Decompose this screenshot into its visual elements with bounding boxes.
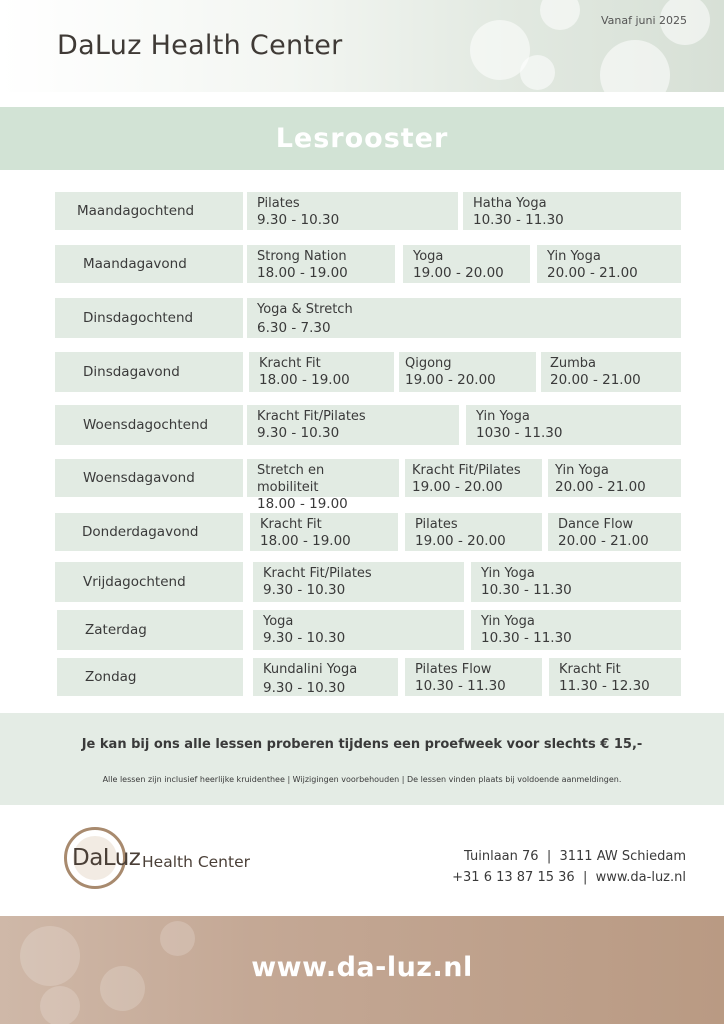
class-time: 1030 - 11.30 bbox=[476, 425, 563, 441]
class-name: Yoga bbox=[263, 614, 294, 629]
class-cell bbox=[247, 405, 459, 445]
class-time: 9.30 - 10.30 bbox=[263, 680, 346, 696]
section-banner bbox=[0, 107, 724, 170]
class-time: 9.30 - 10.30 bbox=[263, 582, 346, 598]
class-time: 19.00 - 20.00 bbox=[413, 265, 504, 281]
class-time: 20.00 - 21.00 bbox=[547, 265, 638, 281]
class-time: 18.00 - 19.00 bbox=[260, 533, 351, 549]
class-name: Dance Flow bbox=[558, 517, 634, 532]
promo-section bbox=[0, 713, 724, 805]
logo-subtitle: Health Center bbox=[142, 853, 250, 871]
class-cell bbox=[549, 658, 681, 696]
class-time: 10.30 - 11.30 bbox=[481, 630, 572, 646]
class-cell bbox=[548, 513, 681, 551]
class-cell bbox=[405, 658, 542, 696]
day-label: Woensdagavond bbox=[55, 459, 243, 497]
class-cell bbox=[253, 658, 398, 696]
footer-website-link[interactable]: www.da-luz.nl bbox=[251, 952, 473, 983]
class-time: 6.30 - 7.30 bbox=[257, 320, 331, 336]
class-name: Kundalini Yoga bbox=[263, 662, 358, 677]
class-cell bbox=[247, 245, 395, 283]
address: Tuinlaan 76 | 3111 AW Schiedam bbox=[464, 849, 686, 864]
class-cell bbox=[403, 245, 530, 283]
day-label: Donderdagavond bbox=[55, 513, 243, 551]
class-time: 10.30 - 11.30 bbox=[481, 582, 572, 598]
promo-text: Je kan bij ons alle lessen proberen tijdens een proefweek voor slechts € 15,- bbox=[81, 737, 643, 752]
class-name: Stretch en mobiliteit bbox=[257, 463, 325, 495]
class-cell bbox=[399, 352, 536, 392]
class-time: 18.00 - 19.00 bbox=[259, 372, 350, 388]
class-time: 20.00 - 21.00 bbox=[558, 533, 649, 549]
class-cell bbox=[537, 245, 681, 283]
class-name: Yin Yoga bbox=[547, 249, 601, 264]
class-cell bbox=[249, 352, 394, 392]
class-time: 19.00 - 20.00 bbox=[412, 479, 503, 495]
day-label: Dinsdagochtend bbox=[55, 298, 243, 338]
class-cell bbox=[541, 352, 681, 392]
class-name: Kracht Fit/Pilates bbox=[263, 566, 372, 581]
day-label: Dinsdagavond bbox=[55, 352, 243, 392]
class-name: Pilates bbox=[415, 517, 458, 532]
header bbox=[0, 0, 724, 92]
class-name: Yoga & Stretch bbox=[257, 302, 353, 317]
class-cell bbox=[405, 513, 542, 551]
class-cell bbox=[250, 513, 398, 551]
class-cell bbox=[405, 459, 542, 497]
footer bbox=[0, 916, 724, 1024]
contact-info bbox=[452, 846, 686, 888]
class-name: Yin Yoga bbox=[481, 614, 535, 629]
class-cell bbox=[247, 192, 458, 230]
day-label: Woensdagochtend bbox=[55, 405, 243, 445]
class-name: Yoga bbox=[413, 249, 444, 264]
class-cell bbox=[253, 610, 464, 650]
day-label: Vrijdagochtend bbox=[55, 562, 243, 602]
class-time: 9.30 - 10.30 bbox=[257, 212, 340, 228]
promo-disclaimer: Alle lessen zijn inclusief heerlijke kruidenthee | Wijzigingen voorbehouden | De lessen vinden plaats bij voldoende aanmeldingen. bbox=[102, 775, 622, 784]
day-label: Zondag bbox=[57, 658, 243, 696]
class-name: Hatha Yoga bbox=[473, 196, 547, 211]
class-time: 9.30 - 10.30 bbox=[263, 630, 346, 646]
class-name: Pilates Flow bbox=[415, 662, 492, 677]
day-label: Maandagavond bbox=[55, 245, 243, 283]
class-cell bbox=[471, 562, 681, 602]
class-cell bbox=[466, 405, 681, 445]
class-name: Yin Yoga bbox=[555, 463, 609, 478]
class-cell bbox=[253, 562, 464, 602]
class-cell bbox=[463, 192, 681, 230]
class-time: 10.30 - 11.30 bbox=[473, 212, 564, 228]
day-label: Maandagochtend bbox=[55, 192, 243, 230]
class-cell bbox=[247, 459, 399, 512]
class-cell bbox=[471, 610, 681, 650]
class-name: Strong Nation bbox=[257, 249, 347, 264]
class-time: 19.00 - 20.00 bbox=[415, 533, 506, 549]
class-time: 11.30 - 12.30 bbox=[559, 678, 650, 694]
class-name: Kracht Fit bbox=[260, 517, 322, 532]
banner-title: Lesrooster bbox=[275, 123, 449, 154]
class-name: Yin Yoga bbox=[481, 566, 535, 581]
class-time: 10.30 - 11.30 bbox=[415, 678, 506, 694]
class-name: Pilates bbox=[257, 196, 300, 211]
class-name: Kracht Fit bbox=[559, 662, 621, 677]
class-name: Kracht Fit bbox=[259, 356, 321, 371]
class-cell bbox=[247, 298, 681, 338]
class-name: Yin Yoga bbox=[476, 409, 530, 424]
class-name: Kracht Fit/Pilates bbox=[412, 463, 521, 478]
page-title: DaLuz Health Center bbox=[57, 30, 343, 61]
logo-brand: DaLuz bbox=[72, 845, 141, 871]
phone-website: +31 6 13 87 15 36 | www.da-luz.nl bbox=[452, 870, 686, 885]
day-label: Zaterdag bbox=[57, 610, 243, 650]
class-time: 18.00 - 19.00 bbox=[257, 265, 348, 281]
logo bbox=[64, 827, 264, 897]
class-time: 20.00 - 21.00 bbox=[555, 479, 646, 495]
class-time: 9.30 - 10.30 bbox=[257, 425, 340, 441]
class-name: Qigong bbox=[405, 356, 452, 371]
class-name: Kracht Fit/Pilates bbox=[257, 409, 366, 424]
class-time: 19.00 - 20.00 bbox=[405, 372, 496, 388]
class-name: Zumba bbox=[550, 356, 597, 371]
class-time: 18.00 - 19.00 bbox=[257, 496, 348, 512]
class-cell bbox=[548, 459, 681, 497]
class-time: 20.00 - 21.00 bbox=[550, 372, 641, 388]
date-note: Vanaf juni 2025 bbox=[600, 14, 687, 27]
